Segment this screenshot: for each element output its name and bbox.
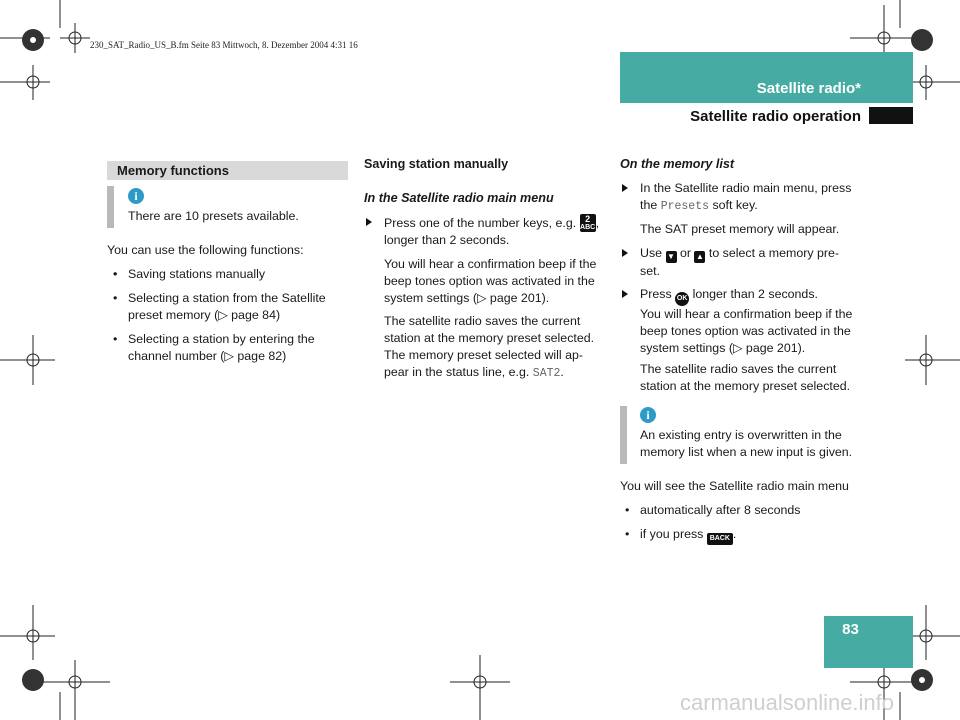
watermark: carmanualsonline.info xyxy=(680,690,895,715)
heading-saving-manually: Saving station manually xyxy=(364,157,509,171)
section-title-memory-functions: Memory functions xyxy=(107,161,348,180)
intro-text: You can use the following functions: xyxy=(107,243,304,257)
info-text-overwritten: An existing entry is overwritten in the memory list when a new input is given. xyxy=(640,428,853,459)
ok-key-icon: OK xyxy=(675,292,689,306)
section-subtitle: Satellite radio operation xyxy=(690,108,861,125)
chapter-title: Satellite radio* xyxy=(756,80,861,97)
number-key-2-icon: 2 ABC xyxy=(580,214,596,231)
status-code-sat2: SAT2 xyxy=(532,367,561,380)
down-key-icon: ▼ xyxy=(667,252,675,261)
info-bar xyxy=(620,406,627,464)
info-text-presets: There are 10 presets available. xyxy=(128,209,299,223)
info-icon: i xyxy=(640,407,656,423)
outro-text: You will see the Satellite radio main menu xyxy=(620,479,849,493)
subheading-main-menu: In the Satellite radio main menu xyxy=(364,191,554,205)
paragraph-confirmation-beep: You will hear a confirmation beep if the beep tones option was activated in the system settings (▷ page 201). xyxy=(384,257,597,305)
step-press-presets: In the Satellite radio main menu, press the Presets soft key. xyxy=(640,180,880,215)
paragraph-saves-station: The satellite radio saves the current station at the memory preset selected. The memory preset selected will ap- pear in the status line, e.g. SAT2. xyxy=(384,314,595,380)
heading-memory-list: On the memory list xyxy=(620,157,735,171)
step-select-preset: Use ▼ or ▲ to select a memory pre- set. xyxy=(640,245,880,280)
header-black-tab xyxy=(869,107,913,124)
file-info-line: 230_SAT_Radio_US_B.fm Seite 83 Mittwoch, 8. Dezember 2004 4:31 16 xyxy=(90,40,358,50)
info-bar xyxy=(107,186,114,228)
list-item: Saving stations manually xyxy=(128,267,266,281)
step-press-number-key: Press one of the number keys, e.g. 2 ABC, longer than 2 seconds. xyxy=(384,214,614,249)
back-key-icon: BACK xyxy=(707,533,733,545)
list-item: Selecting a station from the Satellite preset memory (▷ page 84) xyxy=(128,291,326,322)
page-number: 83 xyxy=(842,621,859,638)
step-press-ok: Press OK longer than 2 seconds. You will hear a confirmation beep if the beep tones option was activated in the system settings (▷ page 201). xyxy=(640,286,880,357)
list-item: Selecting a station by entering the channel number (▷ page 82) xyxy=(128,332,315,363)
list-item: if you press BACK . xyxy=(640,526,880,545)
list-item: automatically after 8 seconds xyxy=(640,503,801,517)
presets-softkey-label: Presets xyxy=(660,200,709,213)
step-note-preset-memory: The SAT preset memory will appear. xyxy=(640,222,840,236)
info-icon: i xyxy=(128,188,144,204)
up-key-icon: ▲ xyxy=(695,252,704,261)
step-note-saves-station: The satellite radio saves the current station at the memory preset selected. xyxy=(640,362,851,393)
